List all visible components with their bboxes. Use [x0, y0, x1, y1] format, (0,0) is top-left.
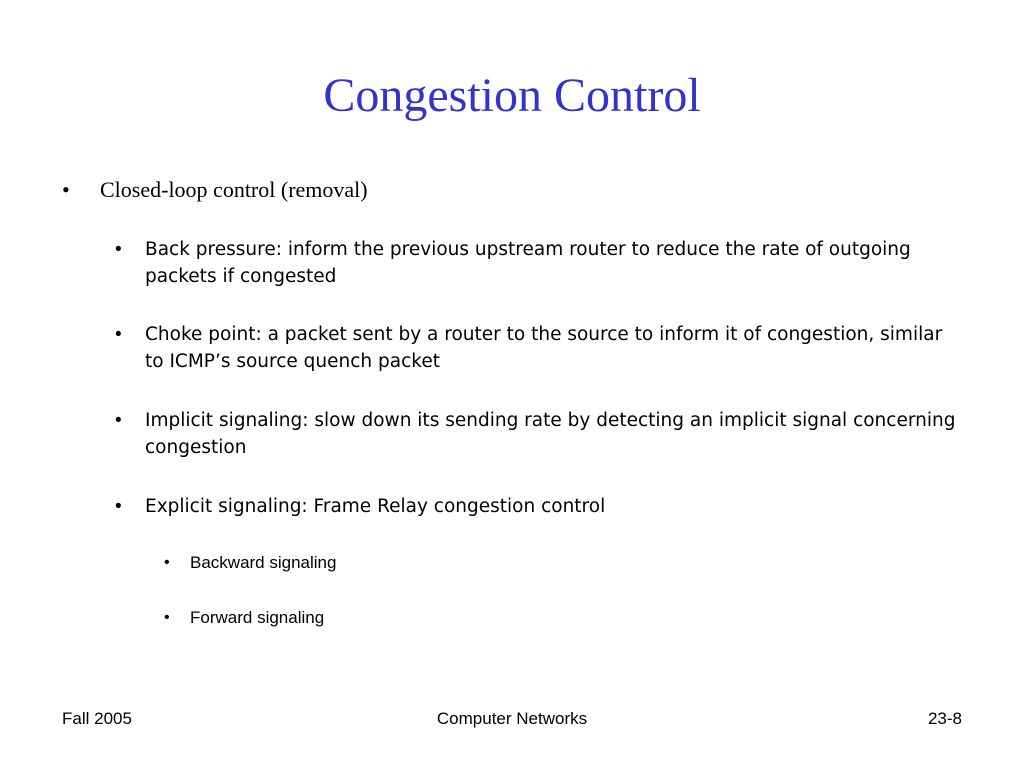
bullet-text: Choke point: a packet sent by a router to the source to inform it of congestion, similar to ICMP’s source quench packet: [145, 324, 943, 372]
bullet-marker: •: [115, 410, 122, 431]
bullet-marker: •: [62, 177, 70, 202]
bullet-marker: •: [115, 324, 122, 345]
bullet-text: Explicit signaling: Frame Relay congestion control: [145, 496, 606, 517]
bullet-text: Implicit signaling: slow down its sending rate by detecting an implicit signal concerning congestion: [145, 410, 956, 458]
footer-course: Computer Networks: [436, 709, 588, 728]
bullet-choke-point: [115, 321, 965, 375]
bullet-backward-signaling: [164, 551, 864, 575]
bullet-text: Back pressure: inform the previous upstream router to reduce the rate of outgoing packets if congested: [145, 239, 911, 287]
bullet-text: Forward signaling: [190, 608, 325, 627]
bullet-text: Backward signaling: [190, 553, 337, 572]
bullet-marker: •: [164, 609, 170, 626]
bullet-explicit-signaling: [115, 493, 965, 520]
bullet-back-pressure: [115, 236, 965, 290]
bullet-marker: •: [164, 554, 170, 571]
bullet-marker: •: [115, 239, 122, 260]
bullet-text: Closed-loop control (removal): [100, 177, 368, 202]
bullet-marker: •: [115, 496, 122, 517]
bullet-implicit-signaling: [115, 407, 965, 461]
slide-title: Congestion Control: [323, 69, 701, 122]
bullet-forward-signaling: [164, 606, 864, 630]
footer-page-number: 23-8: [927, 709, 962, 728]
bullet-closed-loop: [62, 176, 962, 204]
footer-date: Fall 2005: [62, 709, 132, 728]
